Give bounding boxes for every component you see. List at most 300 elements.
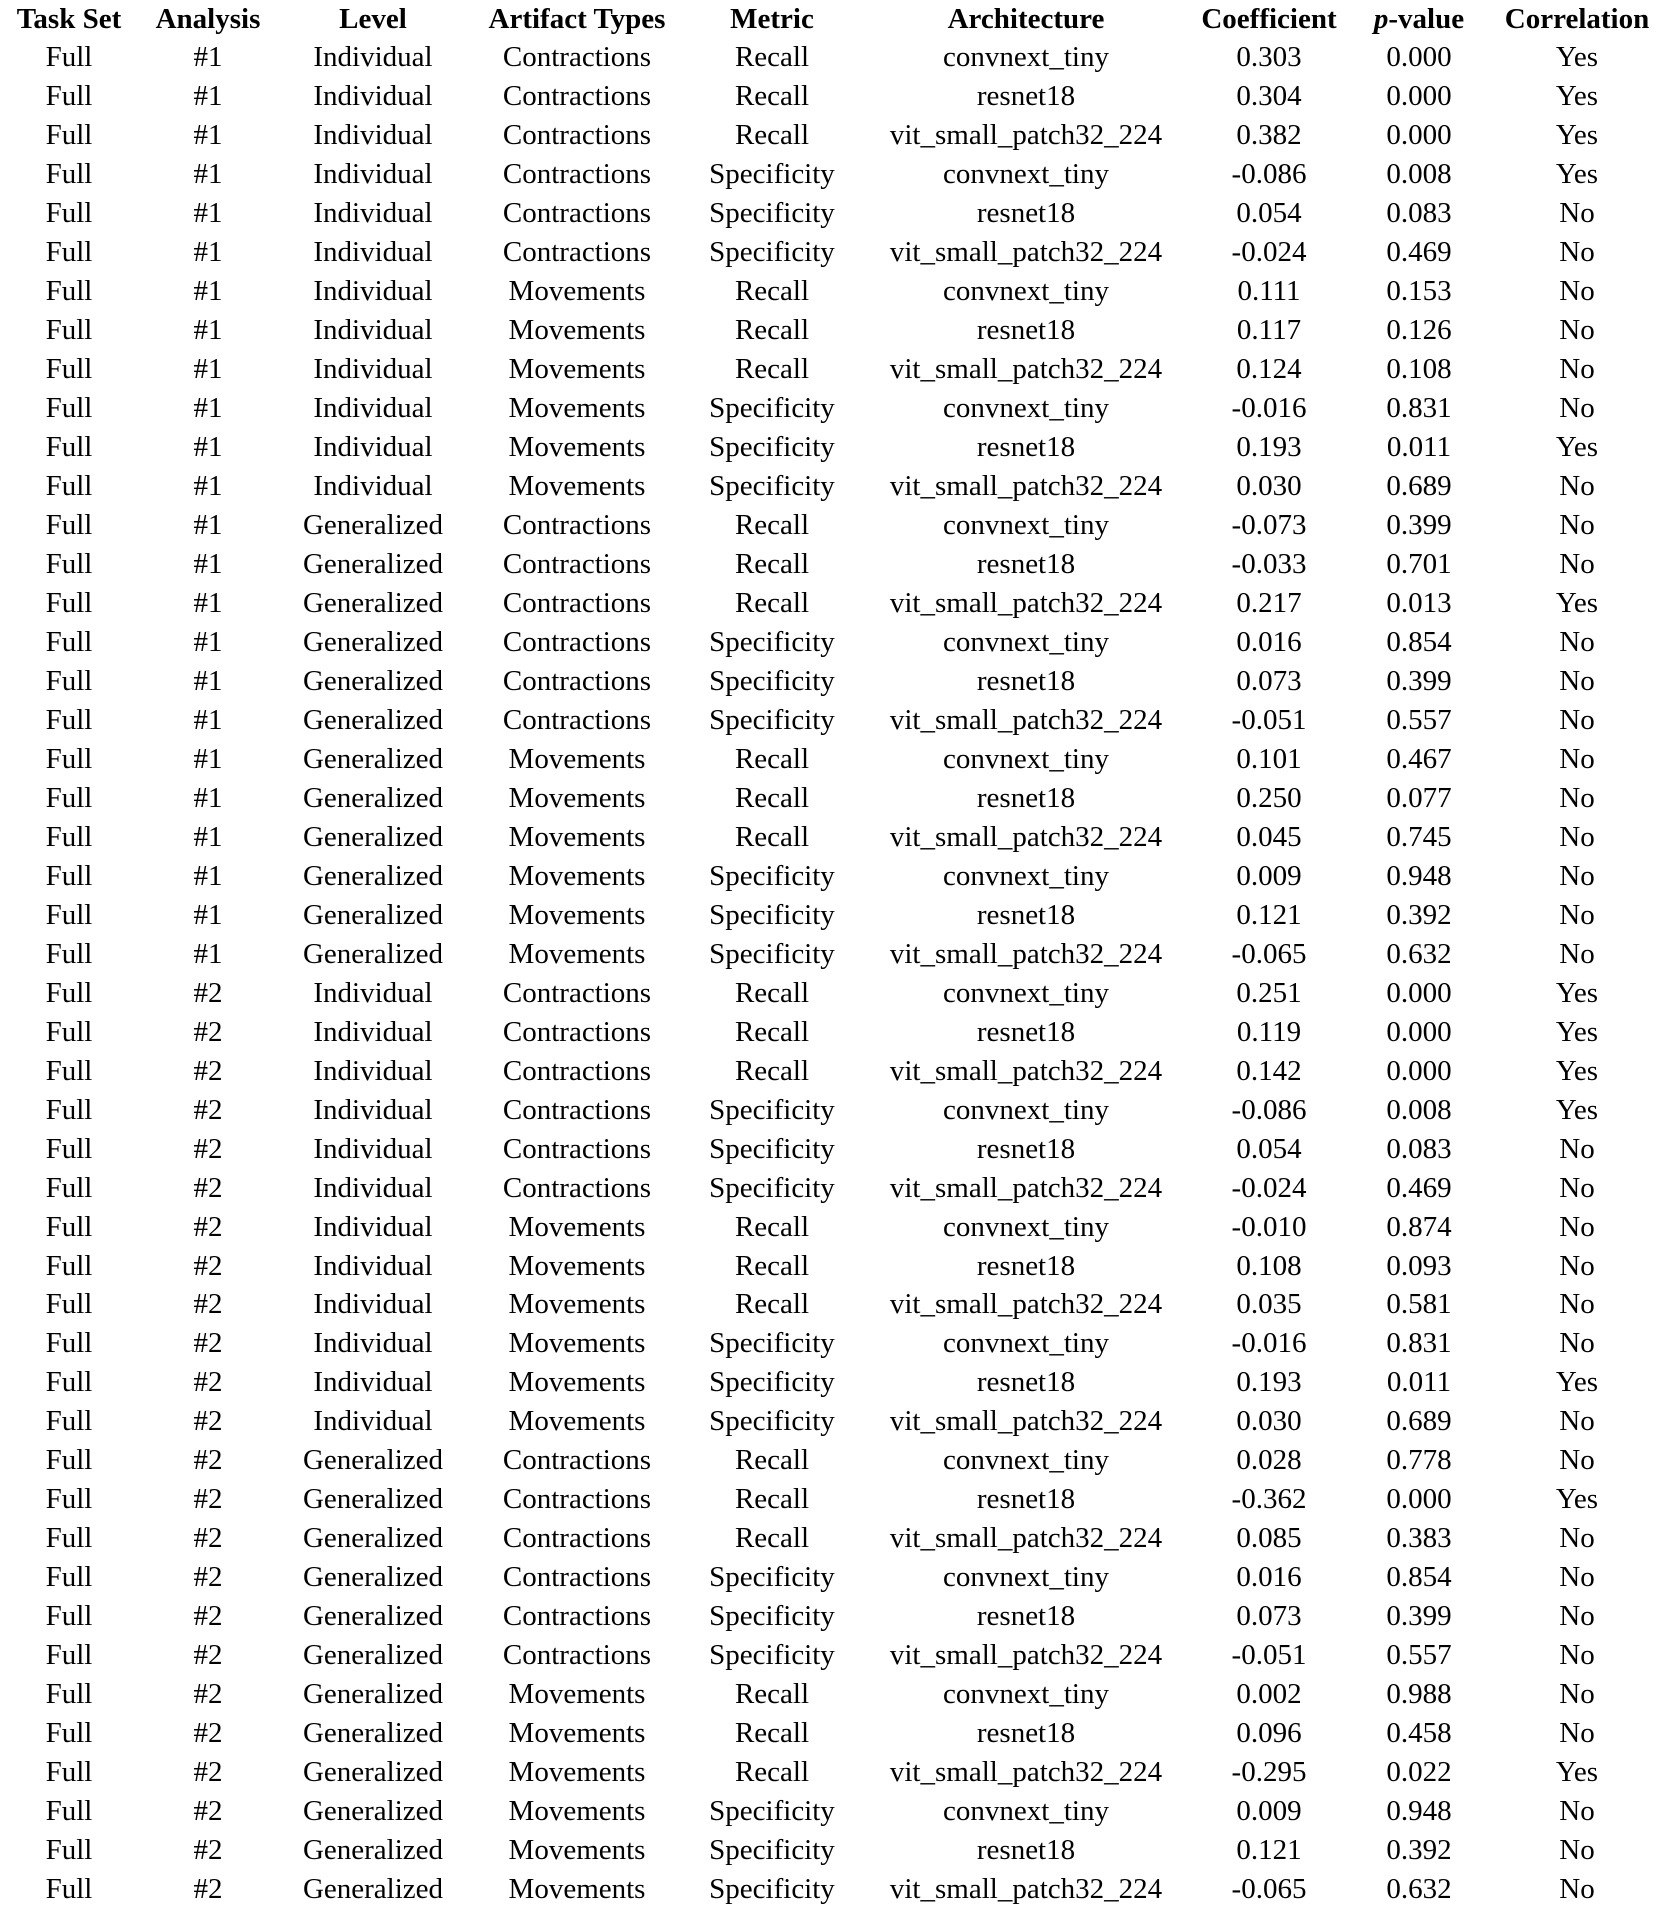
cell-artifact-types: Contractions [502,1054,652,1087]
cell-analysis: #2 [193,1561,223,1594]
cell-analysis: #1 [193,470,223,503]
cell-analysis: #1 [193,859,223,892]
cell-level: Generalized [302,1561,444,1594]
cell-p-value: 0.392 [1386,898,1452,931]
cell-p-value: 0.077 [1386,781,1452,814]
cell-task-set: Full [45,236,93,269]
cell-level: Individual [313,197,433,230]
cell-correlation: No [1559,1717,1595,1750]
table-row [0,77,1660,116]
cell-artifact-types: Movements [508,470,646,503]
cell-artifact-types: Contractions [502,1015,652,1048]
cell-level: Individual [313,1327,433,1360]
cell-task-set: Full [45,1327,93,1360]
cell-correlation: No [1559,1327,1595,1360]
cell-artifact-types: Contractions [502,548,652,581]
cell-level: Generalized [302,820,444,853]
table-row [0,584,1660,623]
cell-analysis: #2 [193,1834,223,1867]
cell-artifact-types: Movements [508,859,646,892]
cell-correlation: No [1559,820,1595,853]
cell-level: Individual [313,314,433,347]
cell-level: Individual [313,470,433,503]
cell-task-set: Full [45,1756,93,1789]
cell-level: Generalized [302,1483,444,1516]
cell-artifact-types: Movements [508,1756,646,1789]
table-row [0,506,1660,545]
cell-artifact-types: Movements [508,820,646,853]
table-row [0,856,1660,895]
cell-metric: Recall [734,1249,810,1282]
table-row [0,739,1660,778]
cell-task-set: Full [45,1366,93,1399]
cell-level: Individual [313,80,433,113]
cell-p-value: 0.000 [1386,1483,1452,1516]
cell-artifact-types: Movements [508,1405,646,1438]
table-row [0,1753,1660,1792]
cell-task-set: Full [45,1015,93,1048]
cell-coefficient: 0.193 [1236,431,1302,464]
cell-task-set: Full [45,1171,93,1204]
table-row [0,1636,1660,1675]
cell-artifact-types: Movements [508,314,646,347]
cell-p-value: 0.011 [1386,1366,1452,1399]
cell-task-set: Full [45,1132,93,1165]
cell-architecture: convnext_tiny [943,275,1109,308]
cell-level: Individual [313,1249,433,1282]
cell-analysis: #1 [193,80,223,113]
table-row [0,817,1660,856]
cell-architecture: resnet18 [976,1249,1076,1282]
cell-artifact-types: Contractions [502,703,652,736]
cell-p-value: 0.399 [1386,509,1452,542]
cell-architecture: vit_small_patch32_224 [889,820,1163,853]
cell-architecture: resnet18 [976,1366,1076,1399]
cell-analysis: #2 [193,1093,223,1126]
cell-task-set: Full [45,1210,93,1243]
cell-level: Generalized [302,1600,444,1633]
cell-level: Generalized [302,587,444,620]
cell-correlation: No [1559,1834,1595,1867]
cell-p-value: 0.831 [1386,392,1452,425]
cell-coefficient: 0.073 [1236,1600,1302,1633]
cell-p-value: 0.874 [1386,1210,1452,1243]
cell-architecture: vit_small_patch32_224 [889,1405,1163,1438]
cell-task-set: Full [45,275,93,308]
cell-metric: Specificity [709,1795,835,1828]
cell-correlation: No [1559,1132,1595,1165]
cell-architecture: vit_small_patch32_224 [889,703,1163,736]
cell-metric: Specificity [709,392,835,425]
cell-architecture: convnext_tiny [943,626,1109,659]
cell-p-value: 0.854 [1386,626,1452,659]
cell-analysis: #1 [193,626,223,659]
cell-coefficient: 0.121 [1236,898,1302,931]
cell-artifact-types: Movements [508,1873,646,1906]
cell-analysis: #2 [193,1015,223,1048]
cell-level: Individual [313,119,433,152]
cell-architecture: convnext_tiny [943,1444,1109,1477]
cell-analysis: #2 [193,1366,223,1399]
cell-metric: Recall [734,1756,810,1789]
cell-coefficient: 0.002 [1236,1678,1302,1711]
cell-task-set: Full [45,197,93,230]
cell-metric: Recall [734,1288,810,1321]
cell-analysis: #1 [193,314,223,347]
cell-task-set: Full [45,820,93,853]
table-row [0,1597,1660,1636]
cell-artifact-types: Contractions [502,976,652,1009]
cell-task-set: Full [45,392,93,425]
cell-analysis: #2 [193,1483,223,1516]
cell-task-set: Full [45,1288,93,1321]
table-row [0,428,1660,467]
cell-task-set: Full [45,119,93,152]
cell-coefficient: -0.010 [1231,1210,1307,1243]
cell-coefficient: -0.024 [1231,236,1307,269]
cell-p-value: 0.581 [1386,1288,1452,1321]
cell-p-value: 0.000 [1386,119,1452,152]
cell-coefficient: -0.065 [1231,1873,1307,1906]
cell-coefficient: 0.111 [1237,275,1301,308]
table-row [0,233,1660,272]
cell-level: Generalized [302,898,444,931]
cell-p-value: 0.854 [1386,1561,1452,1594]
cell-analysis: #1 [193,275,223,308]
cell-metric: Specificity [709,1405,835,1438]
cell-coefficient: 0.073 [1236,664,1302,697]
cell-analysis: #1 [193,781,223,814]
table-row [0,467,1660,506]
table-row [0,778,1660,817]
table-body [0,38,1660,1909]
table-row [0,1675,1660,1714]
cell-correlation: No [1559,1873,1595,1906]
cell-coefficient: -0.051 [1231,1639,1307,1672]
cell-metric: Recall [734,548,810,581]
cell-metric: Recall [734,1678,810,1711]
cell-level: Generalized [302,626,444,659]
table-row [0,1870,1660,1909]
cell-analysis: #1 [193,119,223,152]
table-row [0,1363,1660,1402]
cell-correlation: No [1559,314,1595,347]
cell-architecture: resnet18 [976,1483,1076,1516]
cell-level: Generalized [302,509,444,542]
cell-p-value: 0.000 [1386,41,1452,74]
table-row [0,1285,1660,1324]
cell-metric: Specificity [709,1600,835,1633]
cell-p-value: 0.392 [1386,1834,1452,1867]
cell-task-set: Full [45,1639,93,1672]
header-correlation: Correlation [1504,3,1650,35]
cell-analysis: #1 [193,236,223,269]
cell-coefficient: 0.101 [1236,742,1302,775]
table-row [0,1480,1660,1519]
cell-metric: Recall [734,353,810,386]
cell-task-set: Full [45,1444,93,1477]
header-coefficient: Coefficient [1201,3,1337,35]
cell-level: Generalized [302,859,444,892]
cell-p-value: 0.467 [1386,742,1452,775]
cell-metric: Recall [734,1483,810,1516]
cell-artifact-types: Contractions [502,1600,652,1633]
cell-level: Individual [313,431,433,464]
cell-analysis: #1 [193,548,223,581]
cell-task-set: Full [45,742,93,775]
cell-metric: Recall [734,1444,810,1477]
cell-task-set: Full [45,626,93,659]
cell-p-value: 0.458 [1386,1717,1452,1750]
table-row [0,311,1660,350]
cell-level: Individual [313,353,433,386]
header-row [0,0,1660,38]
cell-metric: Recall [734,587,810,620]
table-row [0,1714,1660,1753]
cell-architecture: resnet18 [976,1132,1076,1165]
cell-artifact-types: Contractions [502,1171,652,1204]
cell-task-set: Full [45,1093,93,1126]
cell-coefficient: 0.250 [1236,781,1302,814]
cell-level: Generalized [302,781,444,814]
cell-task-set: Full [45,470,93,503]
cell-level: Individual [313,1054,433,1087]
cell-architecture: resnet18 [976,548,1076,581]
cell-coefficient: 0.217 [1236,587,1302,620]
cell-analysis: #2 [193,1873,223,1906]
cell-p-value: 0.632 [1386,937,1452,970]
cell-level: Individual [313,1405,433,1438]
table-row [0,1090,1660,1129]
table-row [0,1129,1660,1168]
cell-analysis: #1 [193,664,223,697]
cell-artifact-types: Movements [508,431,646,464]
cell-artifact-types: Movements [508,392,646,425]
cell-level: Generalized [302,1444,444,1477]
cell-task-set: Full [45,80,93,113]
cell-task-set: Full [45,1522,93,1555]
cell-artifact-types: Contractions [502,1522,652,1555]
cell-metric: Specificity [709,470,835,503]
cell-task-set: Full [45,976,93,1009]
table-row [0,895,1660,934]
cell-artifact-types: Contractions [502,1444,652,1477]
cell-artifact-types: Contractions [502,1132,652,1165]
cell-task-set: Full [45,1717,93,1750]
cell-level: Individual [313,41,433,74]
cell-p-value: 0.778 [1386,1444,1452,1477]
table-row [0,155,1660,194]
cell-p-value: 0.689 [1386,470,1452,503]
cell-correlation: Yes [1555,1366,1599,1399]
cell-artifact-types: Movements [508,781,646,814]
cell-level: Individual [313,275,433,308]
cell-metric: Recall [734,314,810,347]
cell-p-value: 0.013 [1386,587,1452,620]
cell-correlation: No [1559,1522,1595,1555]
cell-p-value: 0.008 [1386,1093,1452,1126]
header-level: Level [339,3,407,35]
cell-metric: Specificity [709,431,835,464]
cell-task-set: Full [45,1561,93,1594]
cell-analysis: #2 [193,1678,223,1711]
cell-coefficient: -0.065 [1231,937,1307,970]
table-row [0,194,1660,233]
cell-architecture: vit_small_patch32_224 [889,1639,1163,1672]
cell-task-set: Full [45,898,93,931]
cell-level: Individual [313,1366,433,1399]
cell-artifact-types: Movements [508,742,646,775]
cell-artifact-types: Contractions [502,509,652,542]
cell-p-value: 0.022 [1386,1756,1452,1789]
cell-level: Generalized [302,742,444,775]
table-header [0,0,1660,38]
cell-analysis: #2 [193,976,223,1009]
cell-analysis: #2 [193,1795,223,1828]
cell-coefficient: 0.035 [1236,1288,1302,1321]
cell-task-set: Full [45,353,93,386]
cell-coefficient: 0.016 [1236,626,1302,659]
cell-coefficient: 0.054 [1236,197,1302,230]
cell-metric: Specificity [709,1132,835,1165]
cell-analysis: #1 [193,587,223,620]
cell-p-value: 0.632 [1386,1873,1452,1906]
cell-p-value: 0.701 [1386,548,1452,581]
cell-level: Generalized [302,1756,444,1789]
table-row [0,389,1660,428]
cell-correlation: No [1559,1639,1595,1672]
cell-task-set: Full [45,431,93,464]
table-row [0,1012,1660,1051]
cell-level: Generalized [302,1639,444,1672]
cell-analysis: #1 [193,353,223,386]
cell-analysis: #1 [193,41,223,74]
cell-correlation: No [1559,742,1595,775]
cell-artifact-types: Contractions [502,119,652,152]
cell-task-set: Full [45,1600,93,1633]
cell-level: Individual [313,1210,433,1243]
cell-metric: Specificity [709,859,835,892]
cell-artifact-types: Movements [508,1795,646,1828]
cell-analysis: #2 [193,1288,223,1321]
cell-coefficient: -0.295 [1231,1756,1307,1789]
cell-architecture: convnext_tiny [943,392,1109,425]
cell-architecture: vit_small_patch32_224 [889,1288,1163,1321]
cell-architecture: vit_small_patch32_224 [889,236,1163,269]
cell-correlation: No [1559,1405,1595,1438]
header-architecture: Architecture [947,3,1105,35]
cell-coefficient: 0.193 [1236,1366,1302,1399]
cell-architecture: resnet18 [976,431,1076,464]
cell-task-set: Full [45,937,93,970]
cell-architecture: resnet18 [976,1717,1076,1750]
cell-analysis: #1 [193,509,223,542]
table-row [0,1324,1660,1363]
header-task-set: Task Set [16,3,122,35]
cell-coefficient: 0.096 [1236,1717,1302,1750]
cell-architecture: convnext_tiny [943,41,1109,74]
cell-architecture: convnext_tiny [943,1795,1109,1828]
cell-correlation: Yes [1555,1093,1599,1126]
cell-level: Individual [313,1132,433,1165]
cell-artifact-types: Contractions [502,1483,652,1516]
cell-coefficient: 0.382 [1236,119,1302,152]
cell-architecture: resnet18 [976,781,1076,814]
cell-correlation: No [1559,1249,1595,1282]
cell-p-value: 0.093 [1386,1249,1452,1282]
cell-analysis: #1 [193,392,223,425]
cell-analysis: #1 [193,937,223,970]
cell-correlation: Yes [1555,976,1599,1009]
cell-metric: Recall [734,1210,810,1243]
cell-p-value: 0.000 [1386,1054,1452,1087]
cell-p-value: 0.000 [1386,80,1452,113]
cell-task-set: Full [45,509,93,542]
cell-artifact-types: Movements [508,1327,646,1360]
cell-task-set: Full [45,781,93,814]
cell-correlation: No [1559,859,1595,892]
cell-analysis: #2 [193,1405,223,1438]
cell-artifact-types: Movements [508,1717,646,1750]
cell-task-set: Full [45,41,93,74]
cell-task-set: Full [45,859,93,892]
cell-coefficient: 0.009 [1236,1795,1302,1828]
cell-correlation: Yes [1555,1483,1599,1516]
cell-coefficient: 0.030 [1236,470,1302,503]
table-row [0,623,1660,662]
cell-artifact-types: Contractions [502,158,652,191]
cell-coefficient: -0.033 [1231,548,1307,581]
table-row [0,1519,1660,1558]
cell-artifact-types: Contractions [502,1561,652,1594]
cell-metric: Specificity [709,197,835,230]
cell-artifact-types: Contractions [502,80,652,113]
cell-metric: Specificity [709,1639,835,1672]
cell-coefficient: -0.086 [1231,158,1307,191]
cell-coefficient: 0.303 [1236,41,1302,74]
cell-task-set: Full [45,587,93,620]
cell-level: Generalized [302,664,444,697]
cell-architecture: vit_small_patch32_224 [889,1171,1163,1204]
cell-analysis: #2 [193,1132,223,1165]
cell-task-set: Full [45,1795,93,1828]
cell-coefficient: -0.016 [1231,1327,1307,1360]
cell-correlation: Yes [1555,41,1599,74]
cell-metric: Recall [734,781,810,814]
cell-level: Individual [313,1093,433,1126]
cell-correlation: No [1559,781,1595,814]
cell-metric: Recall [734,976,810,1009]
cell-coefficient: 0.124 [1236,353,1302,386]
cell-level: Generalized [302,703,444,736]
cell-correlation: No [1559,898,1595,931]
cell-metric: Recall [734,1522,810,1555]
header-artifact-types: Artifact Types [488,3,666,35]
cell-architecture: vit_small_patch32_224 [889,1054,1163,1087]
table-row [0,1441,1660,1480]
cell-correlation: No [1559,392,1595,425]
cell-p-value: 0.000 [1386,976,1452,1009]
table-row [0,38,1660,77]
cell-artifact-types: Contractions [502,587,652,620]
cell-metric: Recall [734,275,810,308]
cell-analysis: #2 [193,1600,223,1633]
cell-level: Generalized [302,548,444,581]
cell-metric: Specificity [709,236,835,269]
cell-correlation: No [1559,1795,1595,1828]
cell-artifact-types: Contractions [502,236,652,269]
cell-architecture: resnet18 [976,1015,1076,1048]
